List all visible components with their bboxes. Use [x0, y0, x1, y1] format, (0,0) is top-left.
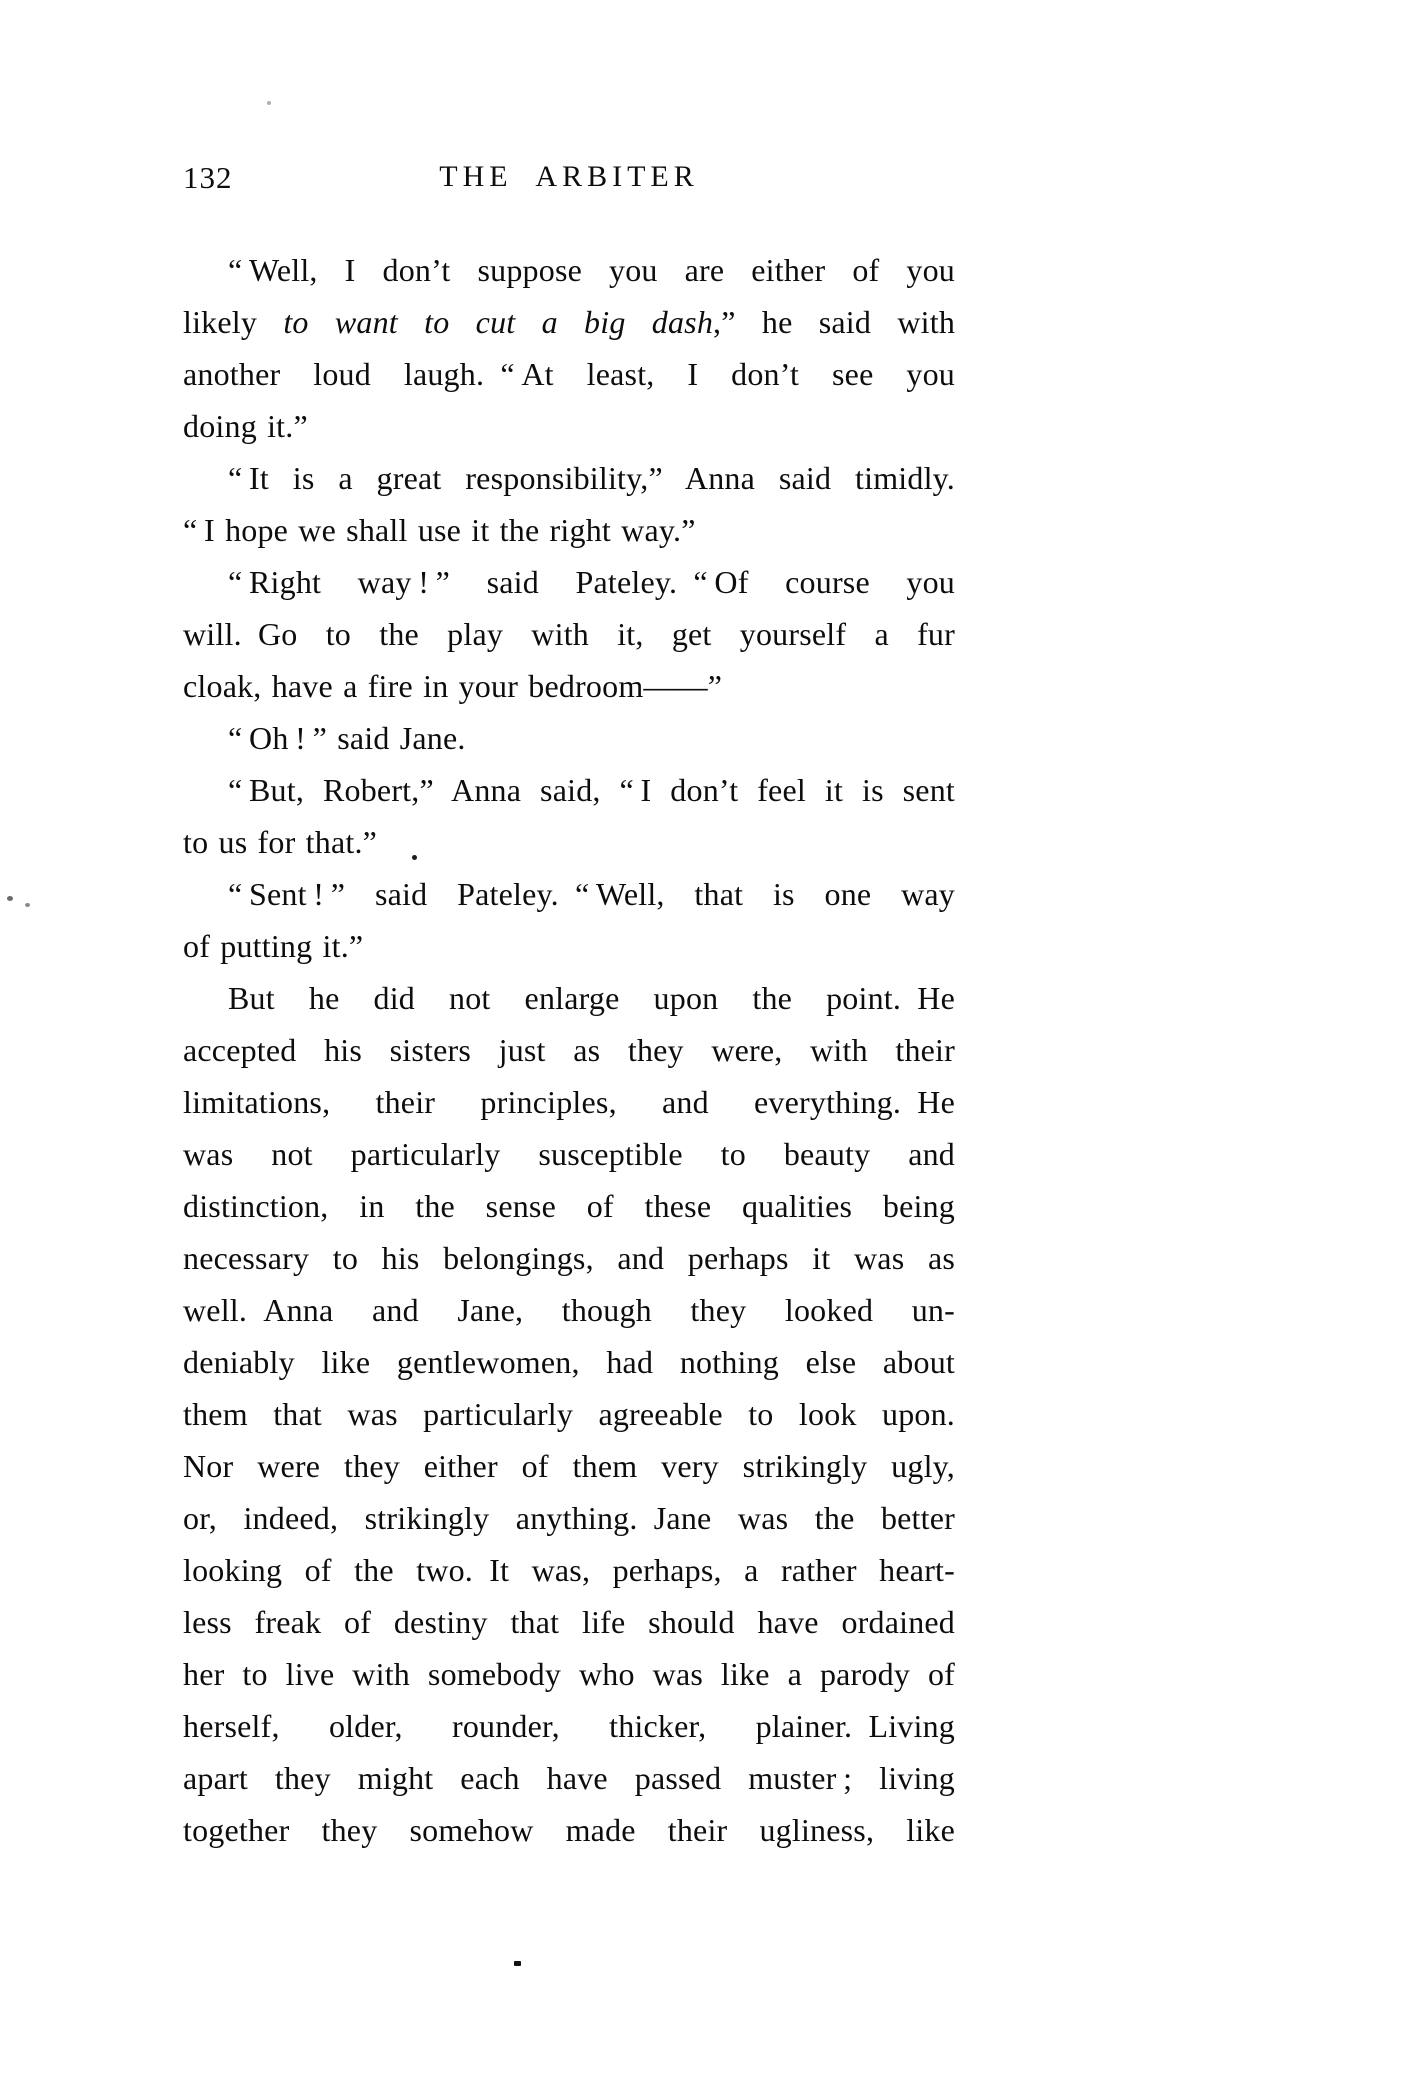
text-line: “ But, Robert,” Anna said, “ I don’t feel it is sent — [228, 772, 955, 808]
text-line: to us for that.” — [183, 824, 378, 860]
text-line: limitations, their principles, and everything. He — [183, 1084, 955, 1120]
text-line: accepted his sisters just as they were, with their — [183, 1032, 955, 1068]
text-line: together they somehow made their ugliness, like — [183, 1812, 955, 1848]
text-line: will. Go to the play with it, get yourself a fur — [183, 616, 955, 652]
text-line: distinction, in the sense of these qualities being — [183, 1188, 955, 1224]
text-line: “ Well, I don’t suppose you are either of you — [228, 252, 955, 288]
page-number: 132 — [183, 160, 233, 195]
text-line: doing it.” — [183, 408, 308, 444]
text-line: “ I hope we shall use it the right way.” — [183, 512, 696, 548]
scan-speck — [267, 101, 271, 105]
scan-speck — [412, 855, 417, 860]
text-line: “ It is a great responsibility,” Anna said timidly. — [228, 460, 955, 496]
text-line: herself, older, rounder, thicker, plainer. Living — [183, 1708, 955, 1744]
text-line: them that was particularly agreeable to look upon. — [183, 1396, 955, 1432]
text-line: “ Right way ! ” said Pateley. “ Of course you — [228, 564, 955, 600]
page-body — [183, 244, 955, 1856]
scan-speck — [7, 896, 13, 901]
text-line: another loud laugh. “ At least, I don’t see you — [183, 356, 955, 392]
scan-speck — [514, 1961, 521, 1966]
page-title: THE ARBITER — [439, 160, 699, 193]
text-line: cloak, have a fire in your bedroom——” — [183, 668, 723, 704]
text-line: likely to want to cut a big dash,” he said with — [183, 304, 956, 340]
text-line: well. Anna and Jane, though they looked un- — [183, 1292, 955, 1328]
text-line: necessary to his belongings, and perhaps it was as — [183, 1240, 955, 1276]
text-line: “ Sent ! ” said Pateley. “ Well, that is one way — [228, 876, 955, 912]
scan-speck — [25, 903, 30, 907]
text-line: her to live with somebody who was like a parody of — [183, 1656, 955, 1692]
text-line: or, indeed, strikingly anything. Jane was the better — [183, 1500, 955, 1536]
text-line: looking of the two. It was, perhaps, a rather heart- — [183, 1552, 955, 1588]
text-line: Nor were they either of them very strikingly ugly, — [183, 1448, 955, 1484]
text-line: was not particularly susceptible to beauty and — [183, 1136, 955, 1172]
text-line: deniably like gentlewomen, had nothing else about — [183, 1344, 955, 1380]
text-line: But he did not enlarge upon the point. He — [228, 980, 955, 1016]
text-line: apart they might each have passed muster ; living — [183, 1760, 955, 1796]
text-line: less freak of destiny that life should have ordained — [183, 1604, 955, 1640]
text-line: of putting it.” — [183, 928, 364, 964]
text-line: “ Oh ! ” said Jane. — [228, 720, 466, 756]
